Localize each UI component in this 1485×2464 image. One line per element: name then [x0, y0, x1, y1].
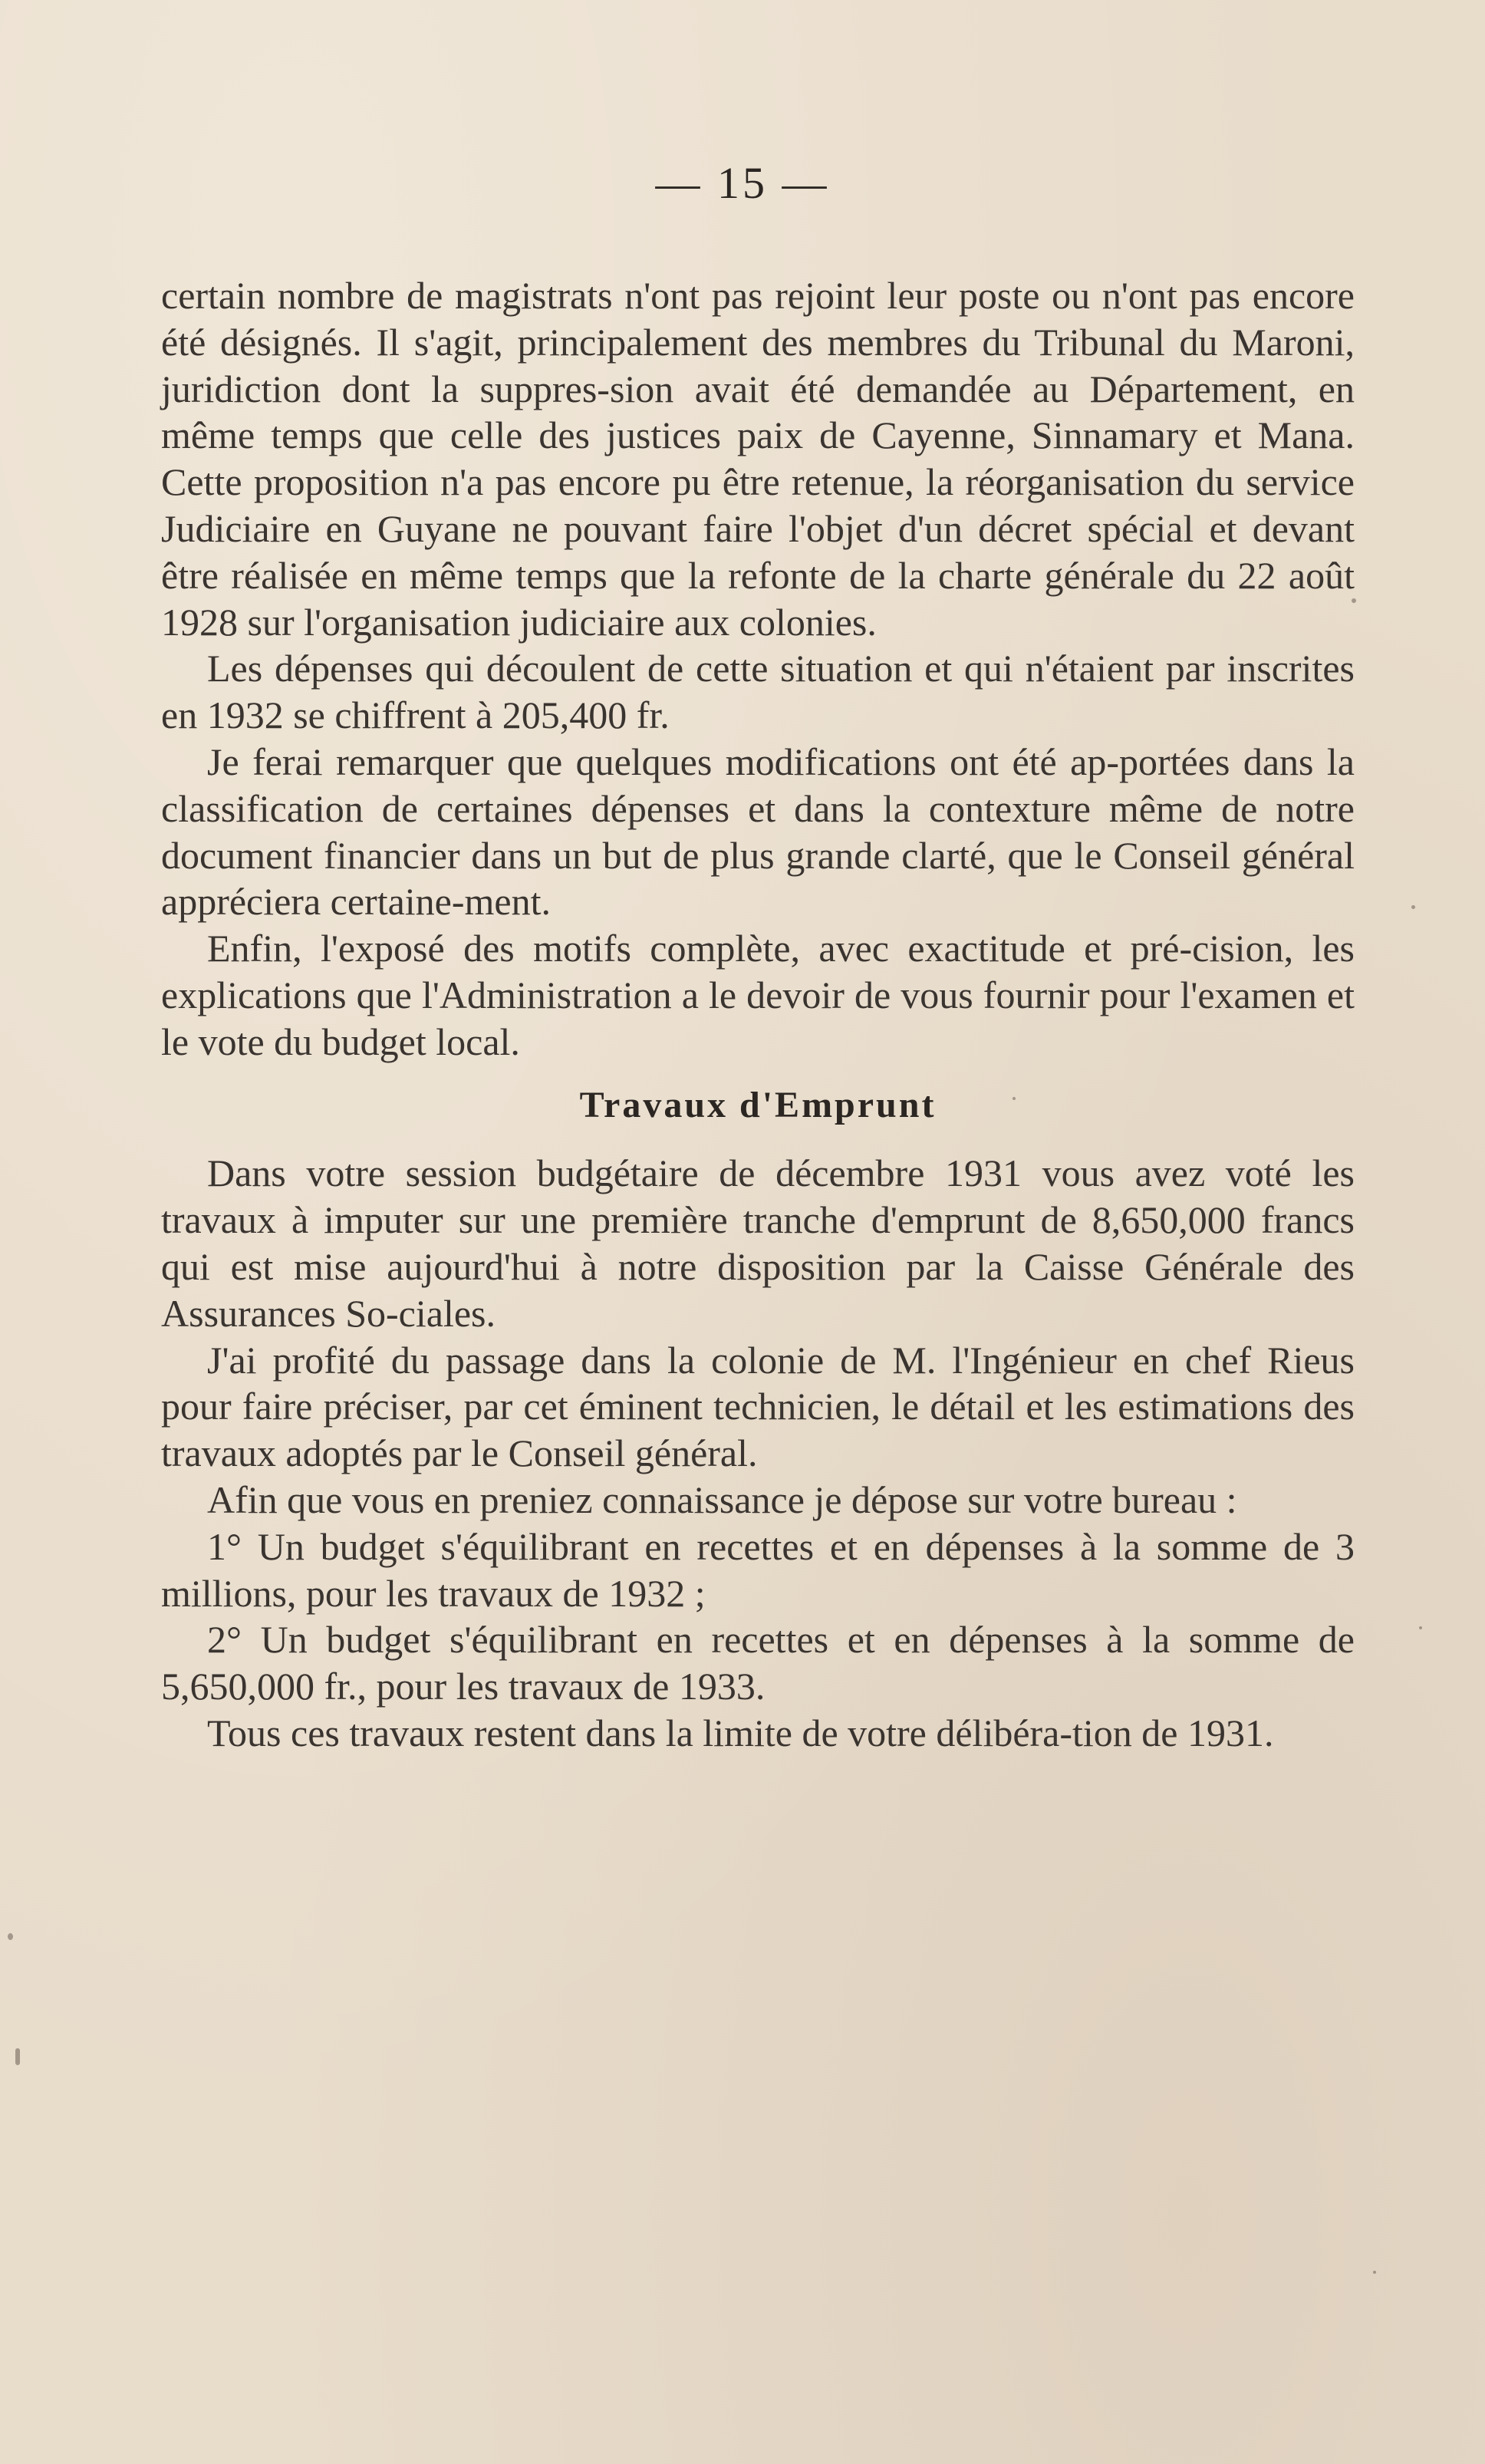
list-item-budget-1932: 1° Un budget s'équilibrant en recettes et en dépenses à la somme de 3 millions, pour les travaux de 1932 ; — [161, 1524, 1355, 1615]
paragraph-modifications: Je ferai remarquer que quelques modifications ont été ap-portées dans la classification de certaines dépenses et dans la contexture même de notre document financier dans un but de plus grande clarté, que le Conseil général appréciera certaine-ment. — [161, 740, 1355, 924]
paragraph-expose: Enfin, l'exposé des motifs complète, avec exactitude et pré-cision, les explications que l'Administration a le devoir de vous fournir pour l'examen et le vote du budget local. — [161, 927, 1355, 1063]
paper-speck — [1419, 1626, 1422, 1629]
paper-speck — [1373, 2271, 1376, 2274]
paper-speck — [8, 1933, 13, 1940]
paragraph-engineer: J'ai profité du passage dans la colonie de M. l'Ingénieur en chef Rieus pour faire préciser, par cet éminent technicien, le détail et les estimations des travaux adoptés par le Conseil général. — [161, 1338, 1355, 1475]
paper-speck — [15, 2048, 20, 2065]
body-text — [161, 272, 1355, 1757]
paper-speck — [1012, 1097, 1016, 1100]
paper-speck — [1352, 598, 1356, 603]
paragraph-limit: Tous ces travaux restent dans la limite de votre délibéra-tion de 1931. — [207, 1711, 1274, 1754]
paper-speck — [1411, 905, 1415, 909]
list-item-budget-1933: 2° Un budget s'équilibrant en recettes et en dépenses à la somme de 5,650,000 fr., pour les travaux de 1933. — [161, 1618, 1355, 1708]
paragraph-deposit: Afin que vous en preniez connaissance je dépose sur votre bureau : — [207, 1477, 1237, 1521]
section-heading: Travaux d'Emprunt — [579, 1084, 937, 1125]
paragraph-expenses: Les dépenses qui découlent de cette situation et qui n'étaient par inscrites en 1932 se chiffrent à 205,400 fr. — [161, 647, 1355, 737]
page-number: — 15 — — [655, 158, 830, 208]
paragraph-session: Dans votre session budgétaire de décembre 1931 vous avez voté les travaux à imputer sur une première tranche d'emprunt de 8,650,000 francs qui est mise aujourd'hui à notre disposition par la Caisse Générale des Assurances So-ciales. — [161, 1151, 1355, 1335]
paragraph-continuation: certain nombre de magistrats n'ont pas rejoint leur poste ou n'ont pas encore été désignés. Il s'agit, principalement des membres du Tribunal du Maroni, juridiction dont la suppres-sion avait été demandée au Département, en même temps que celle des justices paix de Cayenne, Sinnamary et Mana. Cette proposition n'a pas encore pu être retenue, la réorganisation du service Judiciaire en Guyane ne pouvant faire l'objet d'un décret spécial et devant être réalisée en même temps que la refonte de la charte générale du 22 août 1928 sur l'organisation judiciaire aux colonies. — [161, 274, 1355, 644]
